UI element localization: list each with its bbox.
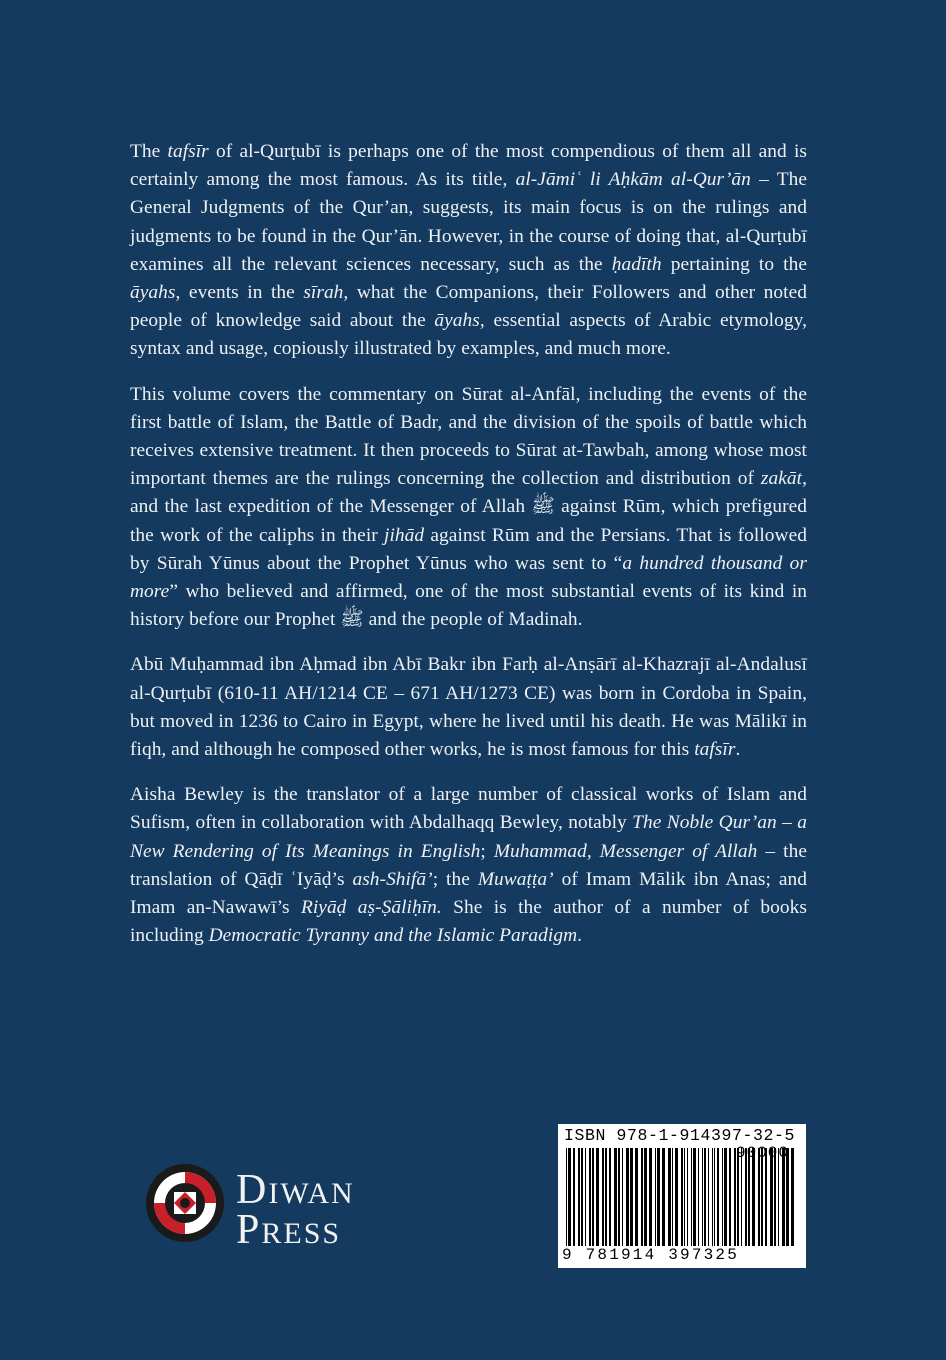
publisher-name-line1: DIWAN	[236, 1167, 355, 1213]
barcode-bar	[589, 1148, 591, 1246]
barcode-bar	[662, 1148, 665, 1246]
barcode-bar	[641, 1148, 643, 1246]
barcode-bar	[687, 1148, 688, 1246]
barcode-bar	[609, 1148, 611, 1246]
barcode-bar	[592, 1148, 594, 1246]
barcode-bar	[622, 1148, 623, 1246]
blurb-paragraph-1: The tafsīr of al-Qurṭubī is perhaps one of the most compendious of them all and is certainly among the most famous. As its title, al-Jāmiʿ li Aḥkām al-Qur’ān – The General Judgments of the Qur’an, suggests, its main focus is on the rulings and judgments to be found in the Qur’ān. However, in the course of doing that, al-Qurṭubī examines all the relevant sciences necessary, such as the ḥadīth pertaining to the āyahs, events in the sīrah, what the Companions, their Followers and other noted people of knowledge said about the āyahs, essential aspects of Arabic etymology, syntax and usage, copiously illustrated by examples, and much more.	[130, 141, 807, 360]
barcode-bars	[566, 1148, 798, 1246]
barcode-bar	[717, 1148, 719, 1246]
barcode-bar	[729, 1148, 731, 1246]
barcode-bar	[614, 1148, 617, 1246]
barcode-bar	[748, 1148, 750, 1246]
barcode-bar	[761, 1148, 763, 1246]
barcode-bar	[630, 1148, 633, 1246]
barcode-bar	[693, 1148, 696, 1246]
blurb-paragraph-3: Abū Muḥammad ibn Aḥmad ibn Abī Bakr ibn Farḥ al-Anṣārī al-Khazrajī al-Andalusī al-Qurṭubī (610-11 AH/1214 CE – 671 AH/1273 CE) was born in Cordoba in Spain, but moved in 1236 to Cairo in Egypt, where he lived until his death. He was Mālikī in fiqh, and although he composed other works, he is most famous for this tafsīr.	[130, 654, 807, 761]
barcode-bar	[704, 1148, 706, 1246]
back-cover-blurb	[130, 138, 807, 967]
barcode-bar	[681, 1148, 683, 1246]
barcode-bar	[752, 1148, 755, 1246]
barcode-bar	[782, 1148, 785, 1246]
ean-number: 9 781914 397325	[562, 1246, 740, 1264]
barcode-bar	[644, 1148, 647, 1246]
barcode-bar	[668, 1148, 671, 1246]
barcode-bar	[566, 1148, 567, 1246]
barcode-bar	[698, 1148, 699, 1246]
barcode-bar	[745, 1148, 747, 1246]
isbn-barcode	[558, 1124, 806, 1268]
barcode-bar	[734, 1148, 736, 1246]
blurb-paragraph-4: Aisha Bewley is the translator of a large number of classical works of Islam and Sufism, often in collaboration with Abdalhaqq Bewley, notably The Noble Qur’an – a New Rendering of Its Meanings in English; Muhammad, Messenger of Allah – the translation of Qāḍī ʿIyāḍ’s ash-Shifā’; the Muwaṭṭa’ of Imam Mālik ibn Anas; and Imam an-Nawawī’s Riyāḍ aṣ-Ṣāliḥīn. She is the author of a number of books including Democratic Tyranny and the Islamic Paradigm.	[130, 784, 808, 947]
barcode-bar	[765, 1148, 767, 1246]
barcode-bar	[737, 1148, 739, 1246]
barcode-bar	[578, 1148, 580, 1246]
barcode-bar	[602, 1148, 604, 1246]
barcode-bar	[758, 1148, 760, 1246]
barcode-bar	[675, 1148, 678, 1246]
barcode-bar	[786, 1148, 789, 1246]
barcode-bar	[568, 1148, 571, 1246]
blurb-paragraph-2: This volume covers the commentary on Sūrat al-Anfāl, including the events of the first battle of Islam, the Battle of Badr, and the division of the spoils of battle which receives extensive treatment. It then proceeds to Sūrat at-Tawbah, among whose most important themes are the rulings concerning the collection and distribution of zakāt, and the last expedition of the Messenger of Allah ﷺ against Rūm, which prefigured the work of the caliphs in their jihād against Rūm and the Persians. That is followed by Sūrah Yūnus about the Prophet Yūnus who was sent to “a hundred thousand or more” who believed and affirmed, one of the most substantial events of its kind in history before our Prophet ﷺ and the people of Madinah.	[130, 383, 807, 631]
publisher-logo	[144, 1162, 404, 1262]
barcode-bar	[618, 1148, 620, 1246]
barcode-bar	[778, 1148, 779, 1246]
barcode-bar	[635, 1148, 638, 1246]
barcode-bar	[684, 1148, 685, 1246]
barcode-bar	[724, 1148, 727, 1246]
diwan-press-emblem-icon	[144, 1162, 226, 1244]
barcode-bar	[714, 1148, 715, 1246]
barcode-bar	[774, 1148, 776, 1246]
barcode-bar	[596, 1148, 599, 1246]
barcode-bar	[770, 1148, 773, 1246]
barcode-bar	[655, 1148, 656, 1246]
barcode-bar	[581, 1148, 583, 1246]
barcode-bar	[741, 1148, 742, 1246]
barcode-bar	[649, 1148, 652, 1246]
barcode-bar	[712, 1148, 713, 1246]
publisher-name-line2: PRESS	[236, 1207, 342, 1253]
barcode-bar	[626, 1148, 629, 1246]
barcode-bar	[691, 1148, 692, 1246]
isbn-text: ISBN 978-1-914397-32-5	[564, 1126, 796, 1145]
barcode-bar	[605, 1148, 607, 1246]
barcode-bar	[791, 1148, 794, 1246]
barcode-bar	[708, 1148, 709, 1246]
barcode-bar	[573, 1148, 575, 1246]
barcode-bar	[657, 1148, 660, 1246]
barcode-bar	[702, 1148, 703, 1246]
barcode-bar	[672, 1148, 673, 1246]
barcode-bar	[722, 1148, 723, 1246]
barcode-bar	[585, 1148, 586, 1246]
